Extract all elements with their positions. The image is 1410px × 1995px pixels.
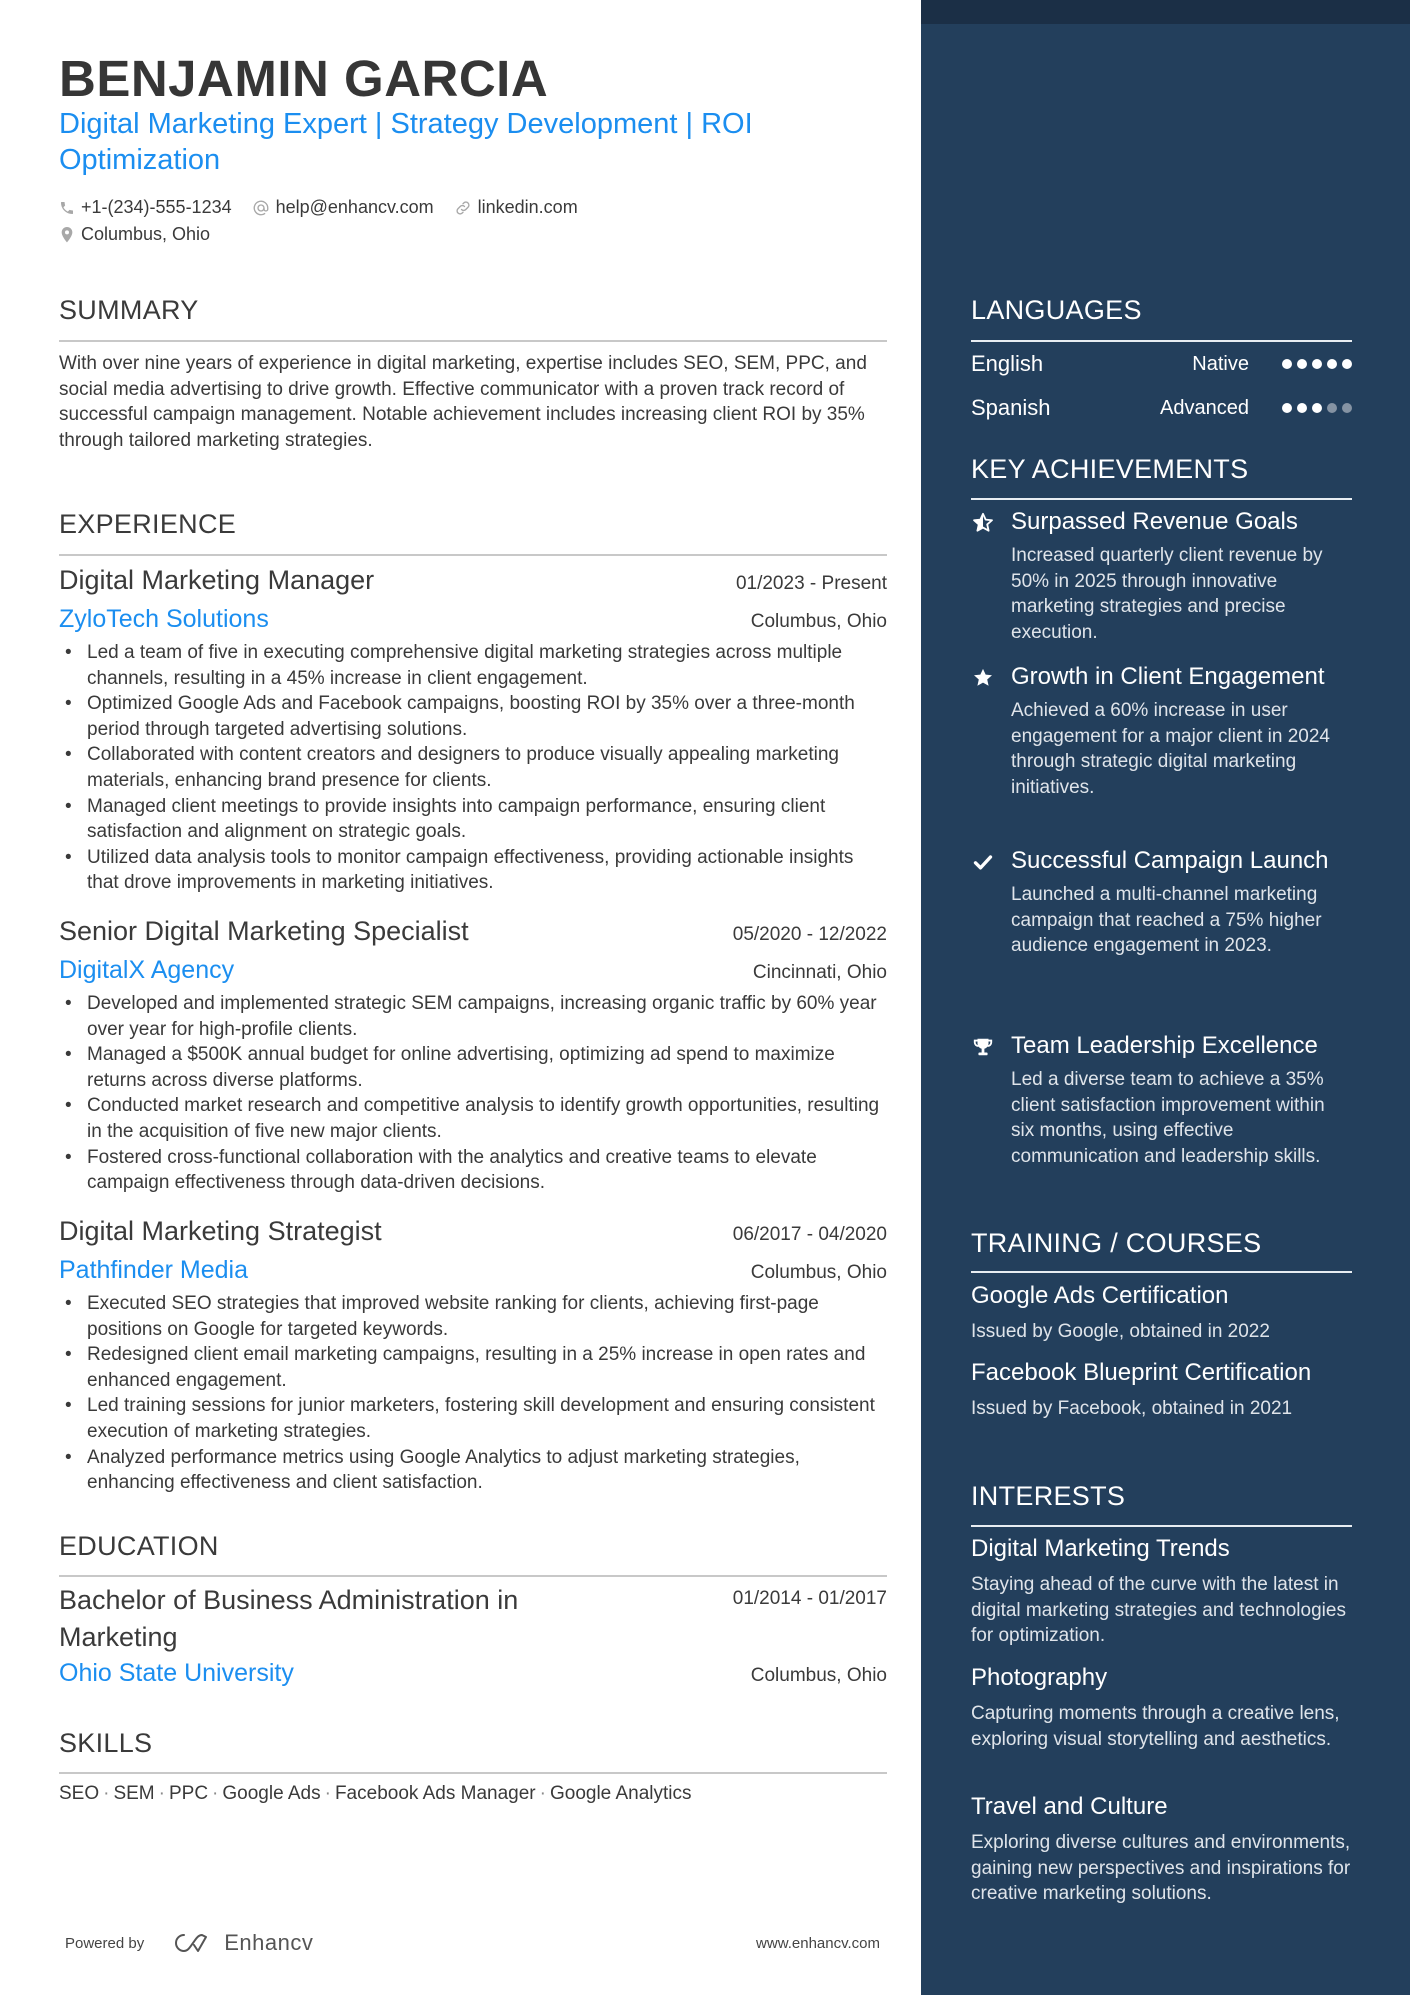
skills-heading: SKILLS <box>59 1728 153 1758</box>
rating-dot-filled <box>1282 403 1292 413</box>
language-item <box>971 349 1352 379</box>
achievement-description: Achieved a 60% increase in user engagement for a major client in 2024 through strategic digital marketing initiatives. <box>1011 700 1330 798</box>
achievement-description: Launched a multi-channel marketing campaign that reached a 75% higher audience engagement in 2023. <box>1011 884 1322 957</box>
achievement-description: Led a diverse team to achieve a 35% client satisfaction improvement within six months, using effective communication and leadership skills. <box>1011 1069 1325 1167</box>
school-name: Ohio State University <box>59 1659 294 1687</box>
link-icon <box>454 199 472 217</box>
company-name: Pathfinder Media <box>59 1256 249 1284</box>
rating-dot-filled <box>1327 359 1337 369</box>
candidate-name: BENJAMIN GARCIA <box>59 50 549 107</box>
education-divider <box>59 1575 887 1577</box>
language-rating <box>1282 403 1352 413</box>
rating-dot-empty <box>1327 403 1337 413</box>
course-title: Facebook Blueprint Certification <box>971 1359 1312 1386</box>
contact-website[interactable] <box>454 197 578 218</box>
job-dates: 05/2020 - 12/2022 <box>732 924 887 945</box>
achievement-item <box>971 507 1352 645</box>
rating-dot-filled <box>1297 359 1307 369</box>
course-description: Issued by Google, obtained in 2022 <box>971 1321 1270 1342</box>
experience-divider <box>59 554 887 556</box>
achievement-title: Team Leadership Excellence <box>1011 1032 1318 1059</box>
skill-item: PPC <box>168 1783 209 1804</box>
achievement-item <box>971 1031 1352 1169</box>
star-half-icon <box>971 511 995 535</box>
bullet-item: • Collaborated with content creators and designers to produce visually appealing marketing materials, enhancing brand presence for clients. <box>59 742 887 793</box>
job-dates: 01/2023 - Present <box>735 573 887 594</box>
job-dates: 06/2017 - 04/2020 <box>732 1224 887 1245</box>
summary-divider <box>59 340 887 342</box>
rating-dot-filled <box>1282 359 1292 369</box>
enhancv-brand-text: Enhancv <box>224 1930 314 1955</box>
skills-divider <box>59 1772 887 1774</box>
rating-dot-filled <box>1312 403 1322 413</box>
bullet-item: • Redesigned client email marketing campaigns, resulting in a 25% increase in open rates and enhanced engagement. <box>59 1342 887 1393</box>
interest-description: Exploring diverse cultures and environments, gaining new perspectives and inspirations for creative marketing solutions. <box>971 1832 1351 1905</box>
contact-phone <box>59 197 232 218</box>
bullet-item: • Led a team of five in executing comprehensive digital marketing strategies across multiple channels, resulting in a 45% increase in client engagement. <box>59 640 887 691</box>
job-location: Cincinnati, Ohio <box>752 962 887 983</box>
achievements-divider <box>971 498 1352 500</box>
training-heading: TRAINING / COURSES <box>971 1228 1262 1258</box>
footer <box>65 1930 880 1956</box>
course-item <box>971 1358 1352 1422</box>
interest-title: Travel and Culture <box>971 1793 1168 1820</box>
contact-info <box>59 194 598 248</box>
summary-heading: SUMMARY <box>59 295 199 325</box>
interests-heading: INTERESTS <box>971 1481 1126 1511</box>
achievements-heading: KEY ACHIEVEMENTS <box>971 454 1249 484</box>
job-bullets <box>59 991 887 1196</box>
course-title: Google Ads Certification <box>971 1282 1229 1309</box>
interest-title: Digital Marketing Trends <box>971 1535 1230 1562</box>
education-heading: EDUCATION <box>59 1531 219 1561</box>
location-text: Columbus, Ohio <box>81 224 211 244</box>
job-title: Digital Marketing Strategist <box>59 1216 382 1246</box>
sidebar-top-strip <box>921 0 1410 24</box>
interest-description: Staying ahead of the curve with the latest in digital marketing strategies and technologies for optimization. <box>971 1574 1346 1647</box>
interest-title: Photography <box>971 1664 1108 1691</box>
phone-icon <box>59 200 75 216</box>
languages-heading: LANGUAGES <box>971 295 1142 325</box>
rating-dot-filled <box>1312 359 1322 369</box>
rating-dot-filled <box>1342 359 1352 369</box>
achievement-title: Growth in Client Engagement <box>1011 663 1325 690</box>
star-icon <box>971 666 995 690</box>
rating-dot-empty <box>1342 403 1352 413</box>
trophy-icon <box>971 1035 995 1059</box>
phone-text: +1-(234)-555-1234 <box>81 197 232 217</box>
skill-separator: · <box>212 1783 219 1804</box>
contact-location <box>59 224 210 245</box>
bullet-item: • Analyzed performance metrics using Google Analytics to adjust marketing strategies, enhancing effectiveness and client satisfaction. <box>59 1445 887 1496</box>
achievement-title: Surpassed Revenue Goals <box>1011 508 1298 535</box>
sidebar <box>921 0 1410 1995</box>
education-dates: 01/2014 - 01/2017 <box>732 1588 887 1609</box>
language-level: Native <box>1192 352 1249 375</box>
job-bullets <box>59 1291 887 1496</box>
skill-item: SEO <box>59 1783 100 1804</box>
company-name: ZyloTech Solutions <box>59 605 269 633</box>
bullet-item: • Developed and implemented strategic SEM campaigns, increasing organic traffic by 60% year over year for high-profile clients. <box>59 991 887 1042</box>
bullet-item: • Managed client meetings to provide insights into campaign performance, ensuring client satisfaction and alignment on strategic goals. <box>59 794 887 845</box>
skill-item: Facebook Ads Manager <box>334 1783 536 1804</box>
at-sign-icon <box>252 199 270 217</box>
job-location: Columbus, Ohio <box>750 1262 887 1283</box>
bullet-item: • Utilized data analysis tools to monitor campaign effectiveness, providing actionable insights that drove improvements in marketing initiatives. <box>59 845 887 896</box>
achievement-item <box>971 662 1352 800</box>
training-divider <box>971 1271 1352 1273</box>
language-level: Advanced <box>1160 396 1249 419</box>
language-rating <box>1282 359 1352 369</box>
bullet-item: • Managed a $500K annual budget for online advertising, optimizing ad spend to maximize returns across diverse platforms. <box>59 1042 887 1093</box>
footer-url[interactable]: www.enhancv.com <box>756 1934 880 1952</box>
checkmark-icon <box>971 850 995 874</box>
candidate-headline: Digital Marketing Expert | Strategy Development | ROI Optimization <box>59 108 753 176</box>
achievement-item <box>971 846 1352 959</box>
contact-email[interactable] <box>252 197 434 218</box>
bullet-item: • Fostered cross-functional collaboration with the analytics and creative teams to elevate campaign effectiveness through data-driven decisions. <box>59 1145 887 1196</box>
interest-item <box>971 1792 1352 1907</box>
skills-list <box>59 1783 692 1805</box>
powered-by <box>65 1930 313 1956</box>
bullet-item: • Optimized Google Ads and Facebook campaigns, boosting ROI by 35% over a three-month period through targeted advertising solutions. <box>59 691 887 742</box>
email-text: help@enhancv.com <box>275 197 434 217</box>
achievement-description: Increased quarterly client revenue by 50% in 2025 through innovative marketing strategies and precise execution. <box>1011 545 1323 643</box>
interests-divider <box>971 1525 1352 1527</box>
skill-separator: · <box>103 1783 110 1804</box>
bullet-item: • Executed SEO strategies that improved website ranking for clients, achieving first-page positions on Google for targeted keywords. <box>59 1291 887 1342</box>
skill-separator: · <box>158 1783 165 1804</box>
languages-divider <box>971 340 1352 342</box>
experience-entry <box>59 914 887 1196</box>
enhancv-logo[interactable] <box>170 1930 313 1956</box>
job-bullets <box>59 640 887 896</box>
skill-item: SEM <box>113 1783 155 1804</box>
skill-separator: · <box>539 1783 546 1804</box>
achievement-title: Successful Campaign Launch <box>1011 847 1329 874</box>
summary-text: With over nine years of experience in digital marketing, expertise includes SEO, SEM, PPC, and social media advertising to drive growth. Effective communicator with a proven track record of successful campaign management. Notable achievement includes increasing client ROI by 35% through tailored marketing strategies. <box>59 353 867 451</box>
interest-item <box>971 1663 1352 1752</box>
website-text: linkedin.com <box>477 197 578 217</box>
course-description: Issued by Facebook, obtained in 2021 <box>971 1398 1293 1419</box>
enhancv-logo-icon <box>170 1930 216 1956</box>
rating-dot-filled <box>1297 403 1307 413</box>
job-title: Digital Marketing Manager <box>59 565 375 595</box>
experience-entry <box>59 1214 887 1496</box>
language-item <box>971 393 1352 423</box>
job-title: Senior Digital Marketing Specialist <box>59 916 469 946</box>
experience-heading: EXPERIENCE <box>59 509 237 539</box>
course-item <box>971 1281 1352 1345</box>
skill-item: Google Ads <box>222 1783 321 1804</box>
bullet-item: • Led training sessions for junior marketers, fostering skill development and ensuring consistent execution of marketing strategies. <box>59 1393 887 1444</box>
interest-item <box>971 1534 1352 1649</box>
school-location: Columbus, Ohio <box>750 1665 887 1686</box>
education-entry <box>59 1582 887 1688</box>
interest-description: Capturing moments through a creative lens, exploring visual storytelling and aesthetics. <box>971 1703 1340 1750</box>
degree-title: Bachelor of Business Administration in Marketing <box>59 1585 519 1652</box>
experience-entry <box>59 563 887 896</box>
job-location: Columbus, Ohio <box>750 611 887 632</box>
language-name: English <box>971 351 1044 376</box>
language-name: Spanish <box>971 395 1051 420</box>
location-pin-icon <box>59 226 75 244</box>
bullet-item: • Conducted market research and competitive analysis to identify growth opportunities, resulting in the acquisition of five new major clients. <box>59 1093 887 1144</box>
skill-item: Google Analytics <box>549 1783 692 1804</box>
powered-by-label: Powered by <box>65 1934 145 1952</box>
company-name: DigitalX Agency <box>59 956 235 984</box>
skill-separator: · <box>324 1783 331 1804</box>
